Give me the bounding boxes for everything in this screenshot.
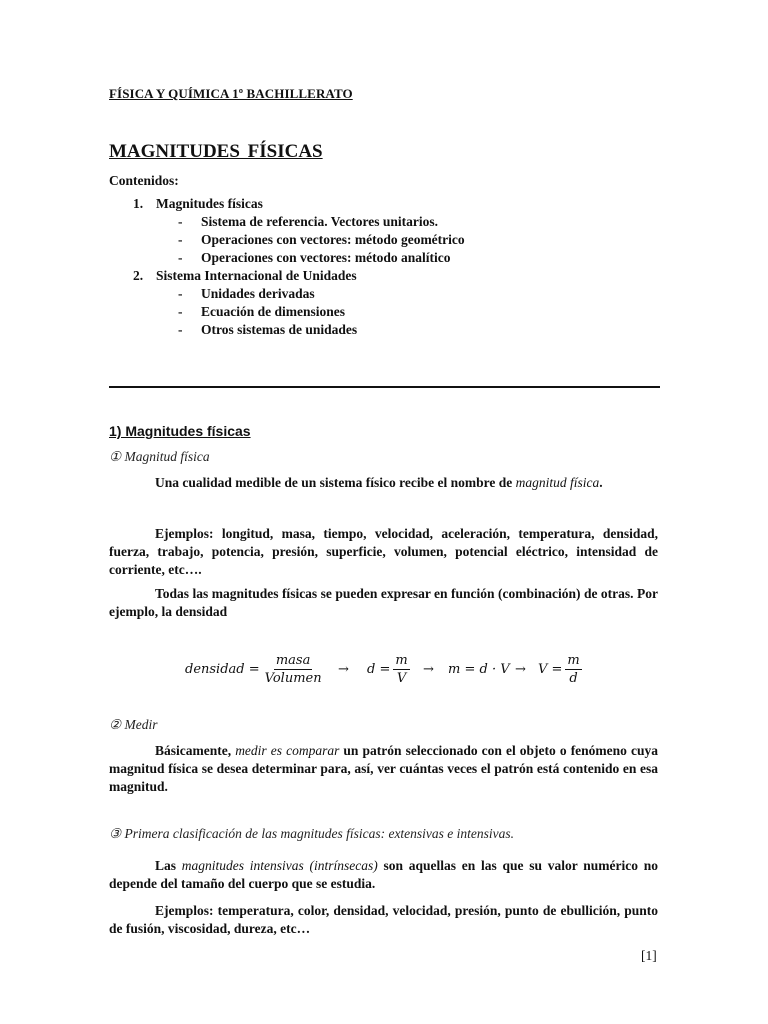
toc-item-number: 2. xyxy=(133,268,144,283)
subheading-clasificacion: ③ Primera clasificación de las magnitudes físicas: extensivas e intensivas. xyxy=(109,826,515,841)
formula-m: m = d · V xyxy=(448,661,510,677)
fraction-denominator: d xyxy=(569,670,578,686)
paragraph-text: Todas las magnitudes físicas se pueden expresar en función (combinación) de otras. Por ejemplo, la densidad xyxy=(109,586,658,619)
toc-dash: - xyxy=(178,214,183,229)
emphasis-term: magnitud física xyxy=(515,475,600,490)
paragraph-text: Ejemplos: longitud, masa, tiempo, velocidad, aceleración, temperatura, densidad, fuerza, trabajo, potencia, presión, superficie, volumen, potencial eléctrico, intensidad de corriente, etc…. xyxy=(109,526,658,577)
paragraph-intensivas xyxy=(109,857,658,893)
toc-subitem-label: Sistema de referencia. Vectores unitarios. xyxy=(201,214,438,229)
page-number: [1] xyxy=(641,948,657,963)
paragraph-combination xyxy=(109,585,658,621)
course-heading: FÍSICA Y QUÍMICA 1º BACHILLERATO xyxy=(109,86,353,101)
horizontal-divider xyxy=(109,386,660,388)
paragraph-definition xyxy=(109,474,658,492)
paragraph-text: son aquellas en las que su valor numérico no depende del tamaño del cuerpo que se estudia. xyxy=(109,858,659,891)
arrow-icon: → xyxy=(423,661,434,677)
toc-dash: - xyxy=(178,286,183,301)
toc-subitem-label: Ecuación de dimensiones xyxy=(201,304,346,319)
formula-d xyxy=(367,649,413,689)
formula-lhs: V = xyxy=(538,661,563,677)
toc-dash: - xyxy=(178,250,183,265)
contents-label: Contenidos: xyxy=(109,173,179,188)
paragraph-text: Ejemplos: temperatura, color, densidad, velocidad, presión, punto de ebullición, punto de fusión, viscosidad, dureza, etc… xyxy=(109,903,658,936)
fraction-denominator: V xyxy=(396,670,407,686)
page-title: MAGNITUDES FÍSICAS xyxy=(109,141,323,162)
toc-item-number: 1. xyxy=(133,196,144,211)
formula-density xyxy=(185,649,327,689)
section-title: 1) Magnitudes físicas xyxy=(109,423,251,439)
toc-item-label: Sistema Internacional de Unidades xyxy=(156,268,357,283)
subheading-magnitud-fisica: ① Magnitud física xyxy=(109,449,210,464)
arrow-icon: → xyxy=(515,661,526,677)
toc-subitem-label: Operaciones con vectores: método geométrico xyxy=(201,232,465,247)
paragraph-text: . xyxy=(599,475,603,490)
toc-dash: - xyxy=(178,304,183,319)
paragraph-examples xyxy=(109,525,658,579)
toc-dash: - xyxy=(178,232,183,247)
paragraph-text: Las xyxy=(155,858,182,873)
paragraph-medir xyxy=(109,742,658,796)
fraction xyxy=(565,653,581,686)
paragraph-text: Básicamente, xyxy=(155,743,236,758)
paragraph-examples-intensivas xyxy=(109,902,658,938)
toc-dash: - xyxy=(178,322,183,337)
fraction-numerator: m xyxy=(567,652,580,668)
subheading-medir: ② Medir xyxy=(109,717,158,732)
formula-v xyxy=(538,649,585,689)
formula-lhs: d = xyxy=(367,661,391,677)
emphasis-term: magnitudes intensivas (intrínsecas) xyxy=(181,858,378,873)
emphasis-term: medir es comparar xyxy=(235,743,340,758)
toc-subitem-label: Operaciones con vectores: método analítico xyxy=(201,250,451,265)
toc-subitem-label: Otros sistemas de unidades xyxy=(201,322,358,337)
fraction xyxy=(393,653,409,686)
fraction-numerator: m xyxy=(395,652,408,668)
fraction-denominator: Volumen xyxy=(264,670,322,686)
paragraph-text: un patrón seleccionado con el objeto o fenómeno cuya magnitud física se desea determinar para, así, ver cuántas veces el patrón está contenido en esa magnitud. xyxy=(109,743,659,794)
arrow-icon: → xyxy=(338,661,349,677)
paragraph-text: Una cualidad medible de un sistema físico recibe el nombre de xyxy=(155,475,516,490)
fraction-numerator: masa xyxy=(275,652,311,668)
formula-lhs: densidad = xyxy=(185,661,260,677)
toc-subitem-label: Unidades derivadas xyxy=(201,286,315,301)
toc-item-label: Magnitudes físicas xyxy=(156,196,263,211)
density-formula xyxy=(185,649,605,689)
fraction xyxy=(263,653,324,686)
